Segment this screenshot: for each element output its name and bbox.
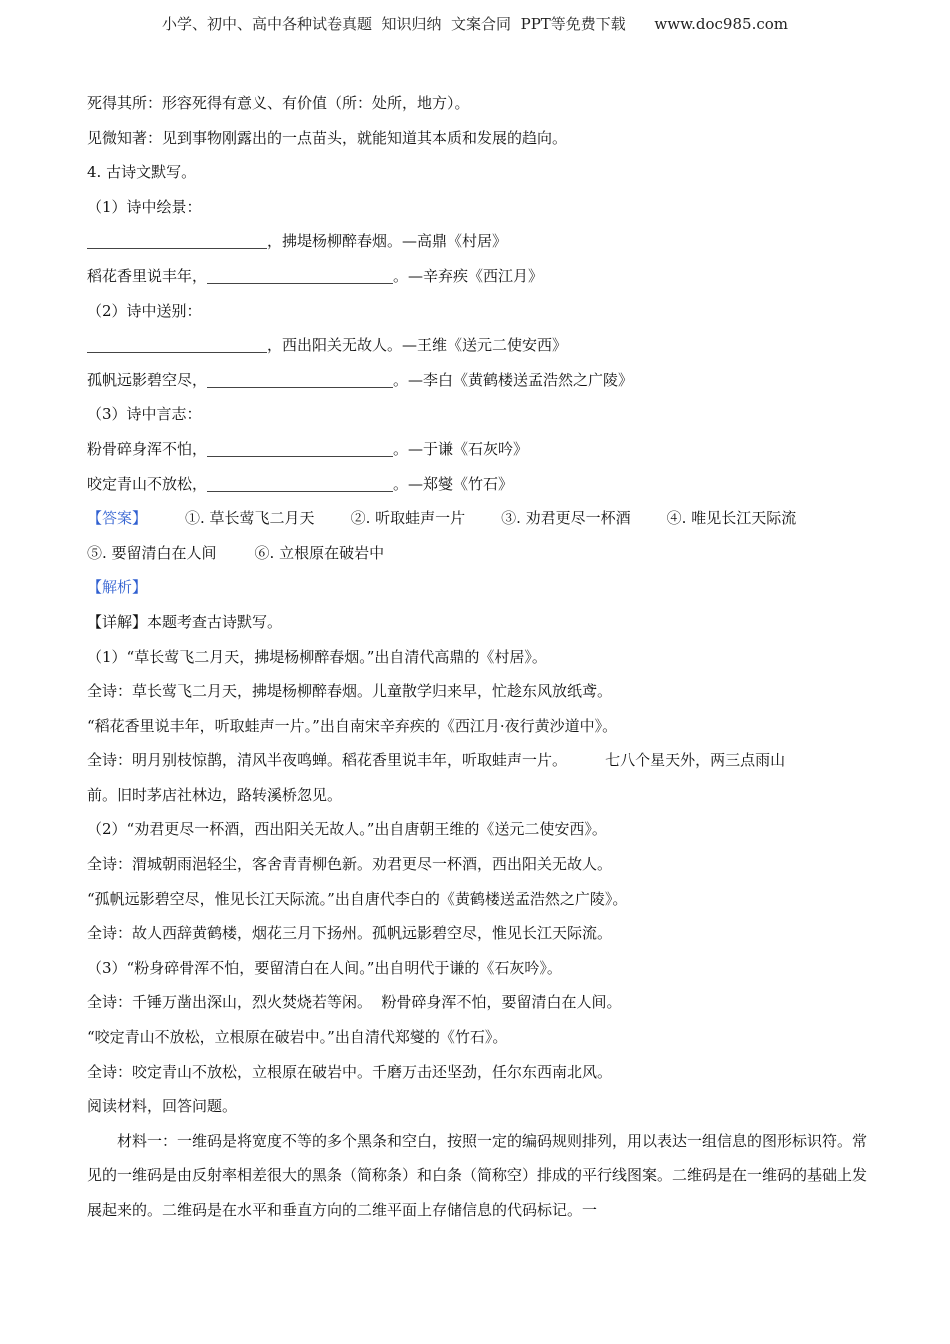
fill-line: ，拂堤杨柳醉春烟。—高鼎《村居》 xyxy=(87,224,867,259)
material-paragraph: 材料一：一维码是将宽度不等的多个黑条和空白，按照一定的编码规则排列，用以表达一组信息的图形标识符。常见的一维码是由反射率相差很大的黑条（简称条）和白条（简称空）排成的平行线图案。二维码是在一维码的基础上发展起来的。二维码是在水平和垂直方向的二维平面上存储信息的代码标记。一 xyxy=(87,1131,868,1219)
answer-blank[interactable] xyxy=(87,230,267,249)
answer-blank[interactable] xyxy=(207,265,393,284)
part-label: （1）诗中绘景： xyxy=(87,197,202,216)
analysis-line: 全诗：明月别枝惊鹊，清风半夜鸣蝉。稻花香里说丰年，听取蛙声一片。 七八个星天外，两三点雨山 xyxy=(87,751,786,770)
answer-blank[interactable] xyxy=(207,438,393,457)
answer-item: ②. 听取蛙声一片 xyxy=(350,509,466,528)
analysis-line: 全诗：咬定青山不放松，立根原在破岩中。千磨万击还坚劲，任尔东西南北风。 xyxy=(87,1062,613,1081)
answer-label: 【答案】 xyxy=(87,509,148,528)
analysis-line: 全诗：千锤万凿出深山，烈火焚烧若等闲。 粉骨碎身浑不怕，要留清白在人间。 xyxy=(87,993,622,1012)
reading-intro: 阅读材料，回答问题。 xyxy=(87,1097,238,1116)
analysis-line: （2）“劝君更尽一杯酒，西出阳关无故人。”出自唐朝王维的《送元二使安西》。 xyxy=(87,820,607,839)
answer-item: ①. 草长莺飞二月天 xyxy=(185,509,315,528)
answer-item: ⑥. 立根原在破岩中 xyxy=(254,543,385,562)
analysis-line: （3）“粉身碎骨浑不怕，要留清白在人间。”出自明代于谦的《石灰吟》。 xyxy=(87,958,562,977)
analysis-line: 全诗：渭城朝雨浥轻尘，客舍青青柳色新。劝君更尽一杯酒，西出阳关无故人。 xyxy=(87,855,613,874)
answer-item: ④. 唯见长江天际流 xyxy=(666,509,797,528)
fill-line: ，西出阳关无故人。—王维《送元二使安西》 xyxy=(87,328,867,363)
analysis-label: 【解析】 xyxy=(87,578,148,597)
answer-item: ③. 劝君更尽一杯酒 xyxy=(501,509,631,528)
definition-line: 见微知著：见到事物刚露出的一点苗头，就能知道其本质和发展的趋向。 xyxy=(87,128,568,147)
page-header: 小学、初中、高中各种试卷真题 知识归纳 文案合同 PPT等免费下载 www.doc985.com xyxy=(161,15,788,33)
answer-row xyxy=(87,536,867,571)
part-label: （2）诗中送别： xyxy=(87,301,202,320)
answer-blank[interactable] xyxy=(87,334,267,353)
fill-line: 孤帆远影碧空尽， 。—李白《黄鹤楼送孟浩然之广陵》 xyxy=(87,370,634,389)
analysis-line: 前。旧时茅店社林边，路转溪桥忽见。 xyxy=(87,785,343,804)
question-title: 4. 古诗文默写。 xyxy=(87,163,197,182)
answer-blank[interactable] xyxy=(207,369,393,388)
analysis-line: “咬定青山不放松，立根原在破岩中。”出自清代郑燮的《竹石》。 xyxy=(87,1028,508,1047)
fill-line: 咬定青山不放松， 。—郑燮《竹石》 xyxy=(87,474,514,493)
definition-line: 死得其所：形容死得有意义、有价值（所：处所，地方）。 xyxy=(87,94,470,112)
fill-line: 稻花香里说丰年， 。—辛弃疾《西江月》 xyxy=(87,266,544,285)
fill-line: 粉骨碎身浑不怕， 。—于谦《石灰吟》 xyxy=(87,439,529,458)
analysis-detail: 【详解】本题考查古诗默写。 xyxy=(87,612,283,631)
analysis-line: “孤帆远影碧空尽，惟见长江天际流。”出自唐代李白的《黄鹤楼送孟浩然之广陵》。 xyxy=(87,889,628,908)
answer-item: ⑤. 要留清白在人间 xyxy=(87,543,217,562)
analysis-line: 全诗：草长莺飞二月天，拂堤杨柳醉春烟。儿童散学归来早，忙趁东风放纸鸢。 xyxy=(87,682,613,701)
document-body xyxy=(87,86,867,1228)
answer-blank[interactable] xyxy=(207,473,393,492)
analysis-line: 全诗：故人西辞黄鹤楼，烟花三月下扬州。孤帆远影碧空尽，惟见长江天际流。 xyxy=(87,924,613,943)
answer-row xyxy=(87,501,867,536)
analysis-line: （1）“草长莺飞二月天，拂堤杨柳醉春烟。”出自清代高鼎的《村居》。 xyxy=(87,647,547,666)
analysis-line: “稻花香里说丰年，听取蛙声一片。”出自南宋辛弃疾的《西江月·夜行黄沙道中》。 xyxy=(87,716,618,735)
part-label: （3）诗中言志： xyxy=(87,405,202,424)
